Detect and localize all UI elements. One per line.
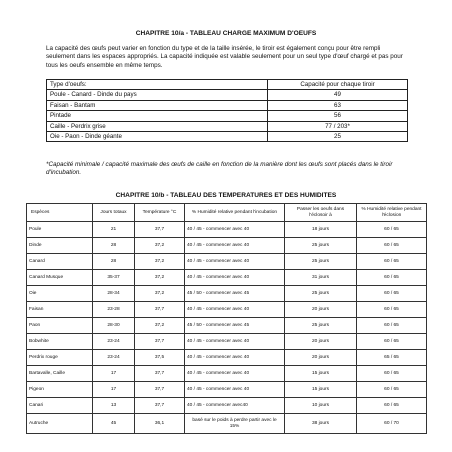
hatching-humidity-cell: 60 / 70 — [357, 414, 427, 434]
header-temperature: Température °C — [135, 204, 185, 222]
capacity-cell: 25 — [268, 132, 408, 142]
total-days-cell: 17 — [93, 382, 135, 398]
table-row — [47, 111, 408, 121]
table-header-row — [27, 204, 427, 222]
temperature-cell: 37,7 — [135, 222, 185, 238]
table-row — [27, 398, 427, 414]
total-days-cell: 13 — [93, 398, 135, 414]
hatching-humidity-cell: 60 / 65 — [357, 398, 427, 414]
hatcher-transfer-cell: 15 jours — [285, 366, 357, 382]
total-days-cell: 17 — [93, 366, 135, 382]
incubation-humidity-cell: 40 / 45 - commencer avec40 — [185, 398, 285, 414]
table-row — [47, 121, 408, 131]
section-a-paragraph: La capacité des œufs peut varier en fonction du type et de la taille insérée, le tiroir est également conçu pour être rempli seulement dans les espaces appropriés. La capacité indiquée est valable seulement pour un seul type d'œuf chargé et pas pour tous les oeufs ensemble en même temps. — [46, 45, 403, 69]
table-row — [27, 382, 427, 398]
incubation-humidity-cell: basé sur le poids à perdre partir avec le 15% — [185, 414, 285, 434]
incubation-humidity-cell: 45 / 50 - commencer avec 45 — [185, 318, 285, 334]
table-row — [27, 254, 427, 270]
species-cell: Oie — [27, 286, 93, 302]
incubation-humidity-cell: 40 / 45 - commencer avec 40 — [185, 254, 285, 270]
egg-type-cell: Oie - Paon - Dinde géante — [47, 132, 268, 142]
section-a-title: CHAPITRE 10/a - TABLEAU CHARGE MAXIMUM D'OEUFS — [135, 30, 317, 37]
table-row — [27, 270, 427, 286]
table-row — [27, 334, 427, 350]
hatcher-transfer-cell: 25 jours — [285, 238, 357, 254]
table-row — [27, 414, 427, 434]
species-cell: Paon — [27, 318, 93, 334]
header-total-days: Jours totaux — [93, 204, 135, 222]
temperature-cell: 37,2 — [135, 254, 185, 270]
species-cell: Perdrix rouge — [27, 350, 93, 366]
temperature-cell: 37,2 — [135, 318, 185, 334]
incubation-humidity-cell: 40 / 45 - commencer avec 40 — [185, 334, 285, 350]
hatching-humidity-cell: 60 / 65 — [357, 318, 427, 334]
hatcher-transfer-cell: 20 jours — [285, 334, 357, 350]
incubation-humidity-cell: 40 / 45 - commencer avec 40 — [185, 350, 285, 366]
egg-type-cell: Type d'oeufs: — [47, 80, 268, 90]
total-days-cell: 28 — [93, 238, 135, 254]
section-b-title: CHAPITRE 10/b - TABLEAU DES TEMPERATURES ET DES HUMIDITES — [115, 192, 337, 199]
table-row — [27, 350, 427, 366]
table-row — [27, 366, 427, 382]
incubation-humidity-cell: 40 / 45 - commencer avec 40 — [185, 270, 285, 286]
table-row — [27, 238, 427, 254]
species-cell: Canari — [27, 398, 93, 414]
egg-type-cell: Caille - Perdrix grise — [47, 121, 268, 131]
hatcher-transfer-cell: 15 jours — [285, 382, 357, 398]
temperature-humidity-table — [26, 203, 427, 434]
capacity-cell: 63 — [268, 100, 408, 110]
hatcher-transfer-cell: 10 jours — [285, 398, 357, 414]
table-row — [47, 132, 408, 142]
capacity-cell: 56 — [268, 111, 408, 121]
hatcher-transfer-cell: 18 jours — [285, 222, 357, 238]
temperature-cell: 37,7 — [135, 382, 185, 398]
total-days-cell: 23-24 — [93, 334, 135, 350]
total-days-cell: 35-37 — [93, 270, 135, 286]
temperature-cell: 37,2 — [135, 286, 185, 302]
species-cell: Pigeon — [27, 382, 93, 398]
header-hatching-humidity: % Humidité relative pendant l'éclosion — [357, 204, 427, 222]
quail-capacity-note: *Capacité minimale / capacité maximale des œufs de caille en fonction de la manière dont les œufs sont placés dans le tiroir d'incubation. — [46, 161, 393, 177]
total-days-cell: 23-24 — [93, 350, 135, 366]
species-cell: Bobwhite — [27, 334, 93, 350]
hatching-humidity-cell: 60 / 65 — [357, 270, 427, 286]
species-cell: Poule — [27, 222, 93, 238]
table-row — [47, 100, 408, 110]
temperature-cell: 37,7 — [135, 366, 185, 382]
hatcher-transfer-cell: 38 jours — [285, 414, 357, 434]
hatching-humidity-cell: 60 / 65 — [357, 222, 427, 238]
temperature-cell: 37,2 — [135, 238, 185, 254]
egg-type-cell: Faisan - Bantam — [47, 100, 268, 110]
incubation-humidity-cell: 40 / 45 - commencer avec 40 — [185, 222, 285, 238]
egg-type-cell: Poule - Canard - Dinde du pays — [47, 90, 268, 100]
species-cell: Dinde — [27, 238, 93, 254]
capacity-cell: Capacité pour chaque tiroir — [268, 80, 408, 90]
total-days-cell: 28-30 — [93, 318, 135, 334]
incubation-humidity-cell: 45 / 50 - commencer avec 45 — [185, 286, 285, 302]
hatching-humidity-cell: 60 / 65 — [357, 302, 427, 318]
header-species: Espèces — [27, 204, 93, 222]
species-cell: Bartavalle, Caille — [27, 366, 93, 382]
total-days-cell: 23-28 — [93, 302, 135, 318]
header-hatcher-transfer: Passer les oeufs dans l'éclosoir à — [285, 204, 357, 222]
hatching-humidity-cell: 60 / 65 — [357, 254, 427, 270]
total-days-cell: 45 — [93, 414, 135, 434]
hatching-humidity-cell: 60 / 65 — [357, 366, 427, 382]
hatcher-transfer-cell: 20 jours — [285, 350, 357, 366]
table-row — [27, 286, 427, 302]
temperature-cell: 37,2 — [135, 270, 185, 286]
hatcher-transfer-cell: 31 jours — [285, 270, 357, 286]
table-row — [27, 222, 427, 238]
hatcher-transfer-cell: 20 jours — [285, 302, 357, 318]
incubation-humidity-cell: 40 / 45 - commencer avec 40 — [185, 366, 285, 382]
species-cell: Canard Musque — [27, 270, 93, 286]
table-row — [27, 318, 427, 334]
species-cell: Faisan — [27, 302, 93, 318]
species-cell: Autruche — [27, 414, 93, 434]
total-days-cell: 28-34 — [93, 286, 135, 302]
temperature-cell: 37,7 — [135, 334, 185, 350]
temperature-cell: 37,7 — [135, 302, 185, 318]
hatching-humidity-cell: 60 / 65 — [357, 286, 427, 302]
incubation-humidity-cell: 40 / 45 - commencer avec 40 — [185, 302, 285, 318]
egg-type-cell: Pintade — [47, 111, 268, 121]
temperature-cell: 37,7 — [135, 398, 185, 414]
hatching-humidity-cell: 65 / 65 — [357, 350, 427, 366]
hatching-humidity-cell: 60 / 65 — [357, 238, 427, 254]
temperature-cell: 37,5 — [135, 350, 185, 366]
egg-capacity-table — [46, 79, 408, 142]
hatcher-transfer-cell: 25 jours — [285, 254, 357, 270]
incubation-humidity-cell: 40 / 45 - commencer avec 40 — [185, 382, 285, 398]
incubation-humidity-cell: 40 / 45 - commencer avec 40 — [185, 238, 285, 254]
header-incubation-humidity: % Humidité relative pendant l'incubation — [185, 204, 285, 222]
temperature-cell: 36,1 — [135, 414, 185, 434]
total-days-cell: 28 — [93, 254, 135, 270]
capacity-cell: 77 / 203* — [268, 121, 408, 131]
total-days-cell: 21 — [93, 222, 135, 238]
table-row — [47, 90, 408, 100]
hatching-humidity-cell: 60 / 65 — [357, 334, 427, 350]
table-header-row — [47, 80, 408, 90]
hatcher-transfer-cell: 25 jours — [285, 318, 357, 334]
table-row — [27, 302, 427, 318]
capacity-cell: 49 — [268, 90, 408, 100]
hatcher-transfer-cell: 25 jours — [285, 286, 357, 302]
hatching-humidity-cell: 60 / 65 — [357, 382, 427, 398]
species-cell: Canard — [27, 254, 93, 270]
